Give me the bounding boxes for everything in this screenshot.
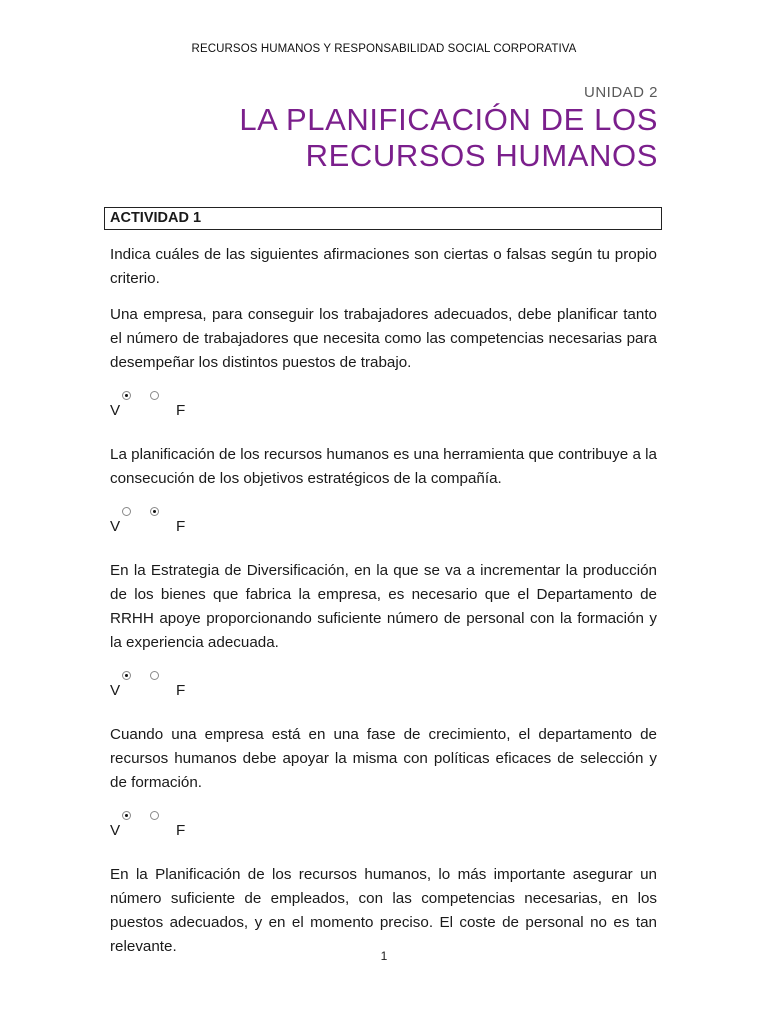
- statement-4: Cuando una empresa está en una fase de crecimiento, el departamento de recursos humanos debe apoyar la misma con políticas eficaces de selección y de formación.: [110, 726, 657, 791]
- running-header: RECURSOS HUMANOS Y RESPONSABILIDAD SOCIAL CORPORATIVA: [191, 43, 577, 55]
- false-label: F: [176, 518, 186, 535]
- radio-true-4[interactable]: [122, 811, 131, 820]
- radio-true-2[interactable]: [122, 507, 131, 516]
- true-label: V: [110, 682, 121, 699]
- false-label: F: [176, 402, 186, 419]
- statement-1: Una empresa, para conseguir los trabajadores adecuados, debe planificar tanto el número de trabajadores que necesita como las competencias necesarias para desempeñar los distintos puestos de trabajo.: [110, 306, 657, 371]
- radio-true-1[interactable]: [122, 391, 131, 400]
- statement-2: La planificación de los recursos humanos es una herramienta que contribuye a la consecución de los objetivos estratégicos de la compañía.: [110, 446, 657, 487]
- activity-content: [110, 243, 657, 971]
- statement-5: En la Planificación de los recursos humanos, lo más importante asegurar un número suficiente de empleados, con las competencias necesarias, en los puestos adecuados, y en el momento preciso. El coste de personal no es tan relevante.: [110, 866, 657, 955]
- answer-row-4: [110, 817, 657, 841]
- instructions: Indica cuáles de las siguientes afirmaciones son ciertas o falsas según tu propio criterio.: [110, 246, 657, 287]
- radio-false-3[interactable]: [150, 671, 159, 680]
- page-number: 1: [380, 949, 388, 963]
- true-label: V: [110, 402, 121, 419]
- radio-true-3[interactable]: [122, 671, 131, 680]
- answer-row-2: [110, 513, 657, 537]
- statement-3: En la Estrategia de Diversificación, en la que se va a incrementar la producción de los bienes que fabrica la empresa, es necesario que el Departamento de RRHH apoye proporcionando suficiente número de personal con la formación y la experiencia adecuada.: [110, 562, 657, 651]
- true-label: V: [110, 822, 121, 839]
- true-label: V: [110, 518, 121, 535]
- unit-title-line-1: LA PLANIFICACIÓN DE LOS: [239, 102, 658, 137]
- answer-row-1: [110, 397, 657, 421]
- false-label: F: [176, 682, 186, 699]
- answer-row-3: [110, 677, 657, 701]
- radio-false-4[interactable]: [150, 811, 159, 820]
- radio-false-1[interactable]: [150, 391, 159, 400]
- unit-title-line-2: RECURSOS HUMANOS: [305, 138, 658, 173]
- unit-label: UNIDAD 2: [583, 84, 658, 101]
- unit-title: [98, 102, 658, 174]
- radio-false-2[interactable]: [150, 507, 159, 516]
- activity-heading: ACTIVIDAD 1: [104, 207, 662, 230]
- false-label: F: [176, 822, 186, 839]
